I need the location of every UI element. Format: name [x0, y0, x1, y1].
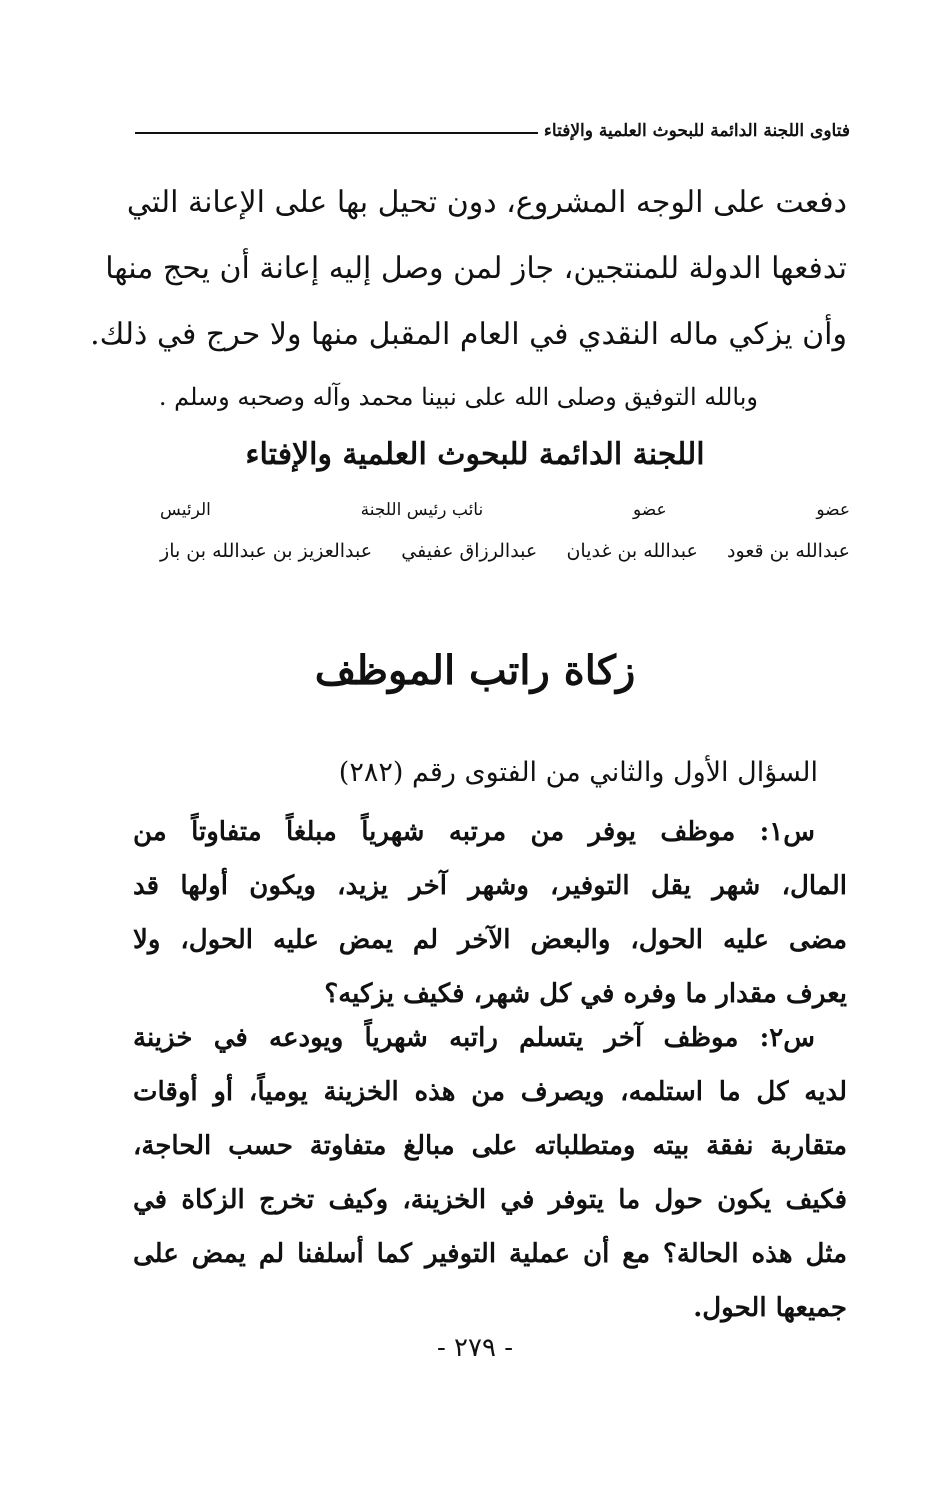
running-header	[135, 114, 850, 148]
closing-formula: وبالله التوفيق وصلى الله على نبينا محمد وآله وصحبه وسلم .	[158, 383, 758, 411]
question-line: المال، شهر يقل التوفير، وشهر آخر يزيد، ويكون أولها قد	[133, 871, 847, 901]
signatory-name: عبدالله بن قعود	[727, 540, 850, 562]
signatory-roles	[160, 490, 850, 530]
signatory-role: الرئيس	[160, 500, 211, 520]
signatory-name: عبدالله بن غديان	[566, 540, 698, 562]
signatory-role: عضو	[632, 500, 667, 520]
question-heading: السؤال الأول والثاني من الفتوى رقم (٢٨٢)	[338, 757, 818, 788]
answer-line: وأن يزكي ماله النقدي في العام المقبل منها ولا حرج في ذلك.	[90, 317, 847, 352]
question-line: يعرف مقدار ما وفره في كل شهر، فكيف يزكيه؟	[324, 979, 847, 1009]
committee-title: اللجنة الدائمة للبحوث العلمية والإفتاء	[245, 437, 705, 472]
question-line: س١: موظف يوفر من مرتبه شهرياً مبلغاً متفاوتاً من	[133, 817, 815, 847]
question-line: س٢: موظف آخر يتسلم راتبه شهرياً ويودعه في خزينة	[133, 1023, 815, 1053]
question-1	[133, 805, 847, 1021]
question-line: مضى عليه الحول، والبعض الآخر لم يمض عليه الحول، ولا	[133, 925, 847, 955]
question-line: متقاربة نفقة بيته ومتطلباته على مبالغ متفاوتة حسب الحاجة،	[133, 1131, 847, 1161]
answer-paragraph	[90, 170, 847, 368]
question-line: جميعها الحول.	[693, 1293, 847, 1323]
question-line: مثل هذه الحالة؟ مع أن عملية التوفير كما أسلفنا لم يمض على	[133, 1239, 847, 1269]
answer-line: تدفعها الدولة للمنتجين، جاز لمن وصل إليه إعانة أن يحج منها	[105, 251, 847, 286]
signatory-role: عضو	[816, 500, 850, 520]
answer-line: دفعت على الوجه المشروع، دون تحيل بها على الإعانة التي	[126, 185, 847, 220]
header-rule	[135, 132, 538, 134]
signatory-name: عبدالرزاق عفيفي	[401, 540, 538, 562]
question-2	[133, 1011, 847, 1335]
page-number: - ٢٧٩ -	[436, 1333, 514, 1363]
running-title: فتاوى اللجنة الدائمة للبحوث العلمية والإفتاء	[543, 121, 850, 141]
question-line: لديه كل ما استلمه، ويصرف من هذه الخزينة يومياً، أو أوقات	[133, 1077, 847, 1107]
question-line: فكيف يكون حول ما يتوفر في الخزينة، وكيف تخرج الزكاة في	[133, 1185, 847, 1215]
signatories	[160, 490, 850, 572]
signatory-names	[160, 530, 850, 572]
signatory-role: نائب رئيس اللجنة	[360, 500, 484, 520]
signatory-name: عبدالعزيز بن عبدالله بن باز	[160, 540, 373, 562]
section-title: زكاة راتب الموظف	[314, 647, 636, 694]
